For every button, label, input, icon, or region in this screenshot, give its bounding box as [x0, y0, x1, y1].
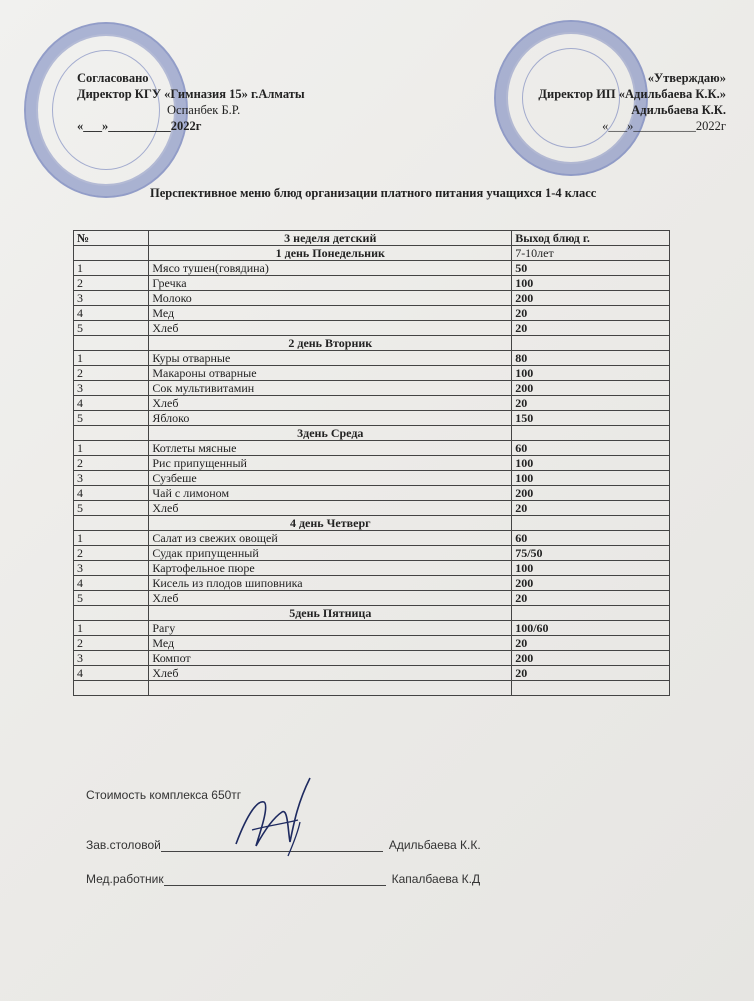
item-name: Куры отварные: [149, 351, 512, 366]
table-row: [74, 531, 670, 546]
item-output: 100: [512, 561, 670, 576]
item-number: 5: [74, 501, 149, 516]
item-name: Хлеб: [149, 501, 512, 516]
table-header-row: [74, 231, 670, 246]
day-extra: [512, 516, 670, 531]
approval-left-person: Оспанбек Б.Р.: [167, 103, 241, 117]
day-label: 4 день Четверг: [149, 516, 512, 531]
table-row: [74, 306, 670, 321]
header-number: №: [74, 231, 149, 246]
header-week: 3 неделя детский: [149, 231, 512, 246]
item-number: 4: [74, 396, 149, 411]
item-name: Сузбеше: [149, 471, 512, 486]
day-heading-row: [74, 426, 670, 441]
approval-left-position: Директор КГУ «Гимназия 15» г.Алматы: [77, 87, 305, 101]
item-number: 2: [74, 366, 149, 381]
table-row: [74, 291, 670, 306]
item-output: 20: [512, 666, 670, 681]
table-row: [74, 576, 670, 591]
item-output: 75/50: [512, 546, 670, 561]
approval-right-person: Адильбаева К.К.: [631, 103, 726, 117]
day-heading-row: [74, 336, 670, 351]
approval-block-left: [77, 70, 367, 134]
item-number: 2: [74, 636, 149, 651]
signature-row-med: [86, 872, 480, 886]
item-name: Котлеты мясные: [149, 441, 512, 456]
day-number-cell: [74, 246, 149, 261]
item-output: 200: [512, 381, 670, 396]
item-number: 4: [74, 576, 149, 591]
item-name: Рис припущенный: [149, 456, 512, 471]
day-heading-row: [74, 246, 670, 261]
item-output: 200: [512, 291, 670, 306]
item-output: 200: [512, 651, 670, 666]
table-row: [74, 396, 670, 411]
item-number: 3: [74, 381, 149, 396]
approval-right-position: Директор ИП «Адильбаева К.К.»: [538, 87, 726, 101]
item-output: 100: [512, 276, 670, 291]
day-extra: 7-10лет: [512, 246, 670, 261]
item-number: 4: [74, 666, 149, 681]
item-output: 100: [512, 471, 670, 486]
item-name: Макароны отварные: [149, 366, 512, 381]
table-row: [74, 636, 670, 651]
day-number-cell: [74, 516, 149, 531]
item-number: 1: [74, 351, 149, 366]
item-output: 20: [512, 591, 670, 606]
item-output: 200: [512, 576, 670, 591]
empty-cell: [74, 681, 149, 696]
item-output: 80: [512, 351, 670, 366]
handwritten-signature-icon: [228, 772, 328, 862]
document-title: Перспективное меню блюд организации платного питания учащихся 1-4 класс: [150, 186, 597, 200]
day-heading-row: [74, 516, 670, 531]
approval-left-date: «___»__________2022г: [77, 119, 202, 133]
item-output: 100: [512, 456, 670, 471]
table-row: [74, 621, 670, 636]
item-output: 60: [512, 441, 670, 456]
med-title: Мед.работник: [86, 872, 164, 886]
table-row: [74, 441, 670, 456]
day-number-cell: [74, 426, 149, 441]
item-name: Хлеб: [149, 321, 512, 336]
med-name: Капалбаева К.Д: [391, 872, 481, 886]
item-output: 50: [512, 261, 670, 276]
item-output: 20: [512, 321, 670, 336]
item-name: Рагу: [149, 621, 512, 636]
item-number: 3: [74, 651, 149, 666]
signature-line-med: [164, 873, 386, 886]
item-name: Мясо тушен(говядина): [149, 261, 512, 276]
table-row: [74, 276, 670, 291]
head-title: Зав.столовой: [86, 838, 161, 852]
approval-block-right: [506, 70, 726, 134]
item-number: 5: [74, 411, 149, 426]
item-name: Картофельное пюре: [149, 561, 512, 576]
approval-right-date: «___»__________2022г: [602, 119, 726, 133]
table-row: [74, 321, 670, 336]
item-name: Мед: [149, 306, 512, 321]
item-name: Салат из свежих овощей: [149, 531, 512, 546]
item-number: 2: [74, 546, 149, 561]
item-number: 1: [74, 531, 149, 546]
menu-table: [73, 230, 670, 696]
item-output: 20: [512, 636, 670, 651]
item-output: 20: [512, 306, 670, 321]
item-name: Молоко: [149, 291, 512, 306]
item-number: 3: [74, 561, 149, 576]
table-row: [74, 486, 670, 501]
item-number: 2: [74, 276, 149, 291]
day-number-cell: [74, 606, 149, 621]
item-name: Чай с лимоном: [149, 486, 512, 501]
header-output: Выход блюд г.: [512, 231, 670, 246]
item-number: 5: [74, 321, 149, 336]
table-row: [74, 651, 670, 666]
item-number: 1: [74, 621, 149, 636]
item-output: 60: [512, 531, 670, 546]
item-number: 2: [74, 456, 149, 471]
day-extra: [512, 606, 670, 621]
table-row: [74, 381, 670, 396]
day-label: 2 день Вторник: [149, 336, 512, 351]
table-row: [74, 561, 670, 576]
item-number: 1: [74, 261, 149, 276]
item-output: 100: [512, 366, 670, 381]
item-name: Хлеб: [149, 591, 512, 606]
item-name: Судак припущенный: [149, 546, 512, 561]
day-extra: [512, 426, 670, 441]
item-number: 5: [74, 591, 149, 606]
approval-left-heading: Согласовано: [77, 71, 149, 85]
table-row: [74, 261, 670, 276]
day-extra: [512, 336, 670, 351]
item-number: 3: [74, 471, 149, 486]
item-name: Хлеб: [149, 666, 512, 681]
day-number-cell: [74, 336, 149, 351]
day-label: 1 день Понедельник: [149, 246, 512, 261]
item-name: Компот: [149, 651, 512, 666]
table-row: [74, 666, 670, 681]
item-output: 20: [512, 501, 670, 516]
item-name: Мед: [149, 636, 512, 651]
approval-right-heading: «Утверждаю»: [647, 71, 726, 85]
item-number: 3: [74, 291, 149, 306]
item-output: 20: [512, 396, 670, 411]
item-number: 1: [74, 441, 149, 456]
item-name: Кисель из плодов шиповника: [149, 576, 512, 591]
head-name: Адильбаева К.К.: [388, 838, 481, 852]
item-output: 150: [512, 411, 670, 426]
item-number: 4: [74, 306, 149, 321]
table-row: [74, 351, 670, 366]
item-name: Хлеб: [149, 396, 512, 411]
table-row: [74, 501, 670, 516]
table-row: [74, 456, 670, 471]
table-row: [74, 546, 670, 561]
item-name: Яблоко: [149, 411, 512, 426]
table-row: [74, 366, 670, 381]
item-output: 200: [512, 486, 670, 501]
table-row: [74, 471, 670, 486]
table-row: [74, 411, 670, 426]
item-number: 4: [74, 486, 149, 501]
item-name: Сок мультивитамин: [149, 381, 512, 396]
empty-cell: [512, 681, 670, 696]
table-row: [74, 591, 670, 606]
day-heading-row: [74, 606, 670, 621]
day-label: 3день Среда: [149, 426, 512, 441]
empty-cell: [149, 681, 512, 696]
item-output: 100/60: [512, 621, 670, 636]
day-label: 5день Пятница: [149, 606, 512, 621]
complex-cost: Стоимость комплекса 650тг: [86, 788, 242, 802]
table-row-empty: [74, 681, 670, 696]
item-name: Гречка: [149, 276, 512, 291]
